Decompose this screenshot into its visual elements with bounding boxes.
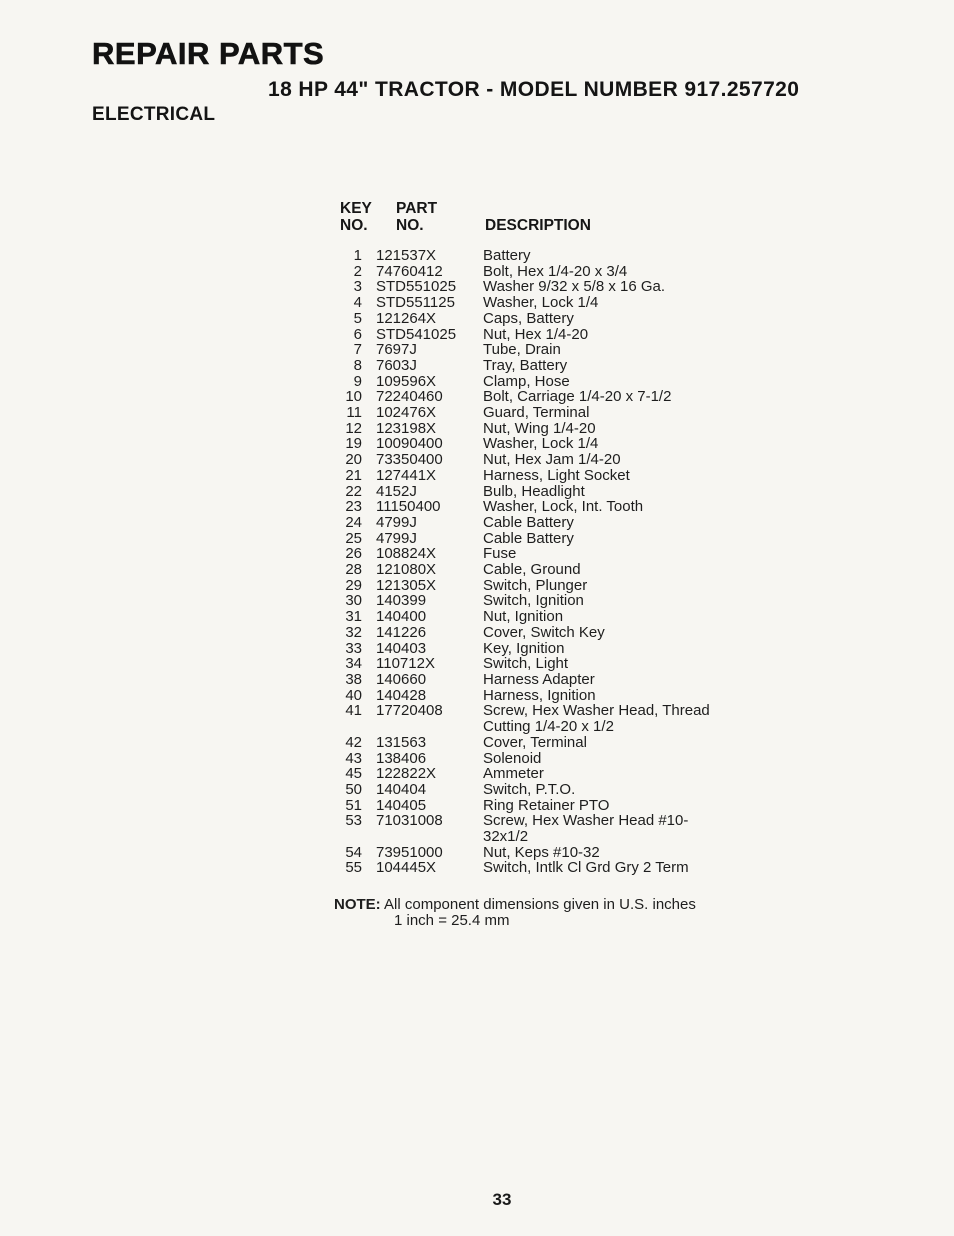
- part-number-cell: 10090400: [376, 435, 443, 453]
- table-row: [338, 436, 733, 452]
- part-number-cell: 127441X: [376, 466, 437, 484]
- key-cell: 21: [345, 466, 362, 484]
- part-number-cell: 74760412: [376, 262, 443, 280]
- part-number-cell: 138406: [376, 749, 427, 767]
- section-title: ELECTRICAL: [92, 104, 216, 125]
- key-cell: 8: [353, 356, 362, 374]
- description-cell: Bolt, Carriage 1/4-20 x 7-1/2: [483, 388, 672, 406]
- table-row: [338, 688, 733, 704]
- description-cell: Washer, Lock 1/4: [483, 435, 599, 453]
- description-cell: Cable, Ground: [483, 561, 581, 579]
- column-header-key-line1: KEY: [340, 200, 372, 217]
- description-cell: Washer, Lock 1/4: [483, 294, 599, 312]
- page-number: 33: [492, 1190, 512, 1209]
- part-number-cell: 17720408: [376, 702, 443, 720]
- description-cell: Washer 9/32 x 5/8 x 16 Ga.: [483, 278, 666, 296]
- key-cell: 53: [345, 812, 362, 830]
- description-cell: Fuse: [483, 545, 517, 563]
- note: [334, 897, 696, 928]
- description-cell: Nut, Wing 1/4-20: [483, 419, 596, 437]
- key-cell: 33: [345, 639, 362, 657]
- key-cell: 41: [345, 702, 362, 720]
- part-number-cell: 140399: [376, 592, 427, 610]
- table-row: [338, 672, 733, 688]
- description-cell: Ring Retainer PTO: [483, 796, 610, 814]
- part-number-cell: 11150400: [376, 498, 441, 516]
- column-header-key-no: [340, 200, 372, 234]
- table-row: [338, 656, 733, 672]
- part-number-cell: 140405: [376, 796, 427, 814]
- description-cell: Screw, Hex Washer Head, Thread Cutting 1/4-20 x 1/2: [483, 702, 710, 736]
- table-row: [338, 593, 733, 609]
- key-cell: 12: [345, 419, 362, 437]
- description-cell: Caps, Battery: [483, 309, 574, 327]
- key-cell: 51: [345, 796, 362, 814]
- part-number-cell: 141226: [376, 623, 427, 641]
- column-header-description: DESCRIPTION: [485, 217, 591, 234]
- table-row: [338, 845, 733, 861]
- key-cell: 9: [353, 372, 362, 390]
- part-number-cell: 102476X: [376, 404, 437, 422]
- key-cell: 5: [353, 309, 362, 327]
- description-cell: Harness, Ignition: [483, 686, 596, 704]
- key-cell: 31: [345, 608, 362, 626]
- description-cell: Screw, Hex Washer Head #10-32x1/2: [483, 812, 689, 846]
- table-row: [338, 452, 733, 468]
- table-row: [338, 499, 733, 515]
- description-cell: Tray, Battery: [483, 356, 568, 374]
- key-cell: 29: [345, 576, 362, 594]
- part-number-cell: 121264X: [376, 309, 437, 327]
- key-cell: 19: [345, 435, 362, 453]
- table-row: [338, 311, 733, 327]
- key-cell: 38: [345, 670, 362, 688]
- part-number-cell: 122822X: [376, 765, 437, 783]
- part-number-cell: STD551125: [376, 294, 455, 312]
- key-cell: 7: [353, 341, 362, 359]
- table-row: [338, 766, 733, 782]
- parts-table: [338, 248, 733, 876]
- part-number-cell: 7603J: [376, 356, 417, 374]
- description-cell: Tube, Drain: [483, 341, 561, 359]
- key-cell: 23: [345, 498, 362, 516]
- description-cell: Harness Adapter: [483, 670, 595, 688]
- description-cell: Switch, Plunger: [483, 576, 588, 594]
- table-row: [338, 703, 733, 734]
- part-number-cell: 140400: [376, 608, 427, 626]
- part-number-cell: 71031008: [376, 812, 443, 830]
- key-cell: 2: [353, 262, 362, 280]
- page-title: REPAIR PARTS: [92, 36, 325, 71]
- description-cell: Cable Battery: [483, 529, 574, 547]
- table-row: [338, 531, 733, 547]
- column-header-key-line2: NO.: [340, 217, 368, 234]
- table-row: [338, 248, 733, 264]
- description-cell: Bulb, Headlight: [483, 482, 585, 500]
- column-header-part-no: [396, 200, 437, 234]
- part-number-cell: 7697J: [376, 341, 417, 359]
- key-cell: 22: [345, 482, 362, 500]
- table-row: [338, 735, 733, 751]
- description-cell: Harness, Light Socket: [483, 466, 630, 484]
- part-number-cell: STD541025: [376, 325, 457, 343]
- part-number-cell: 140404: [376, 780, 427, 798]
- part-number-cell: 108824X: [376, 545, 437, 563]
- table-row: [338, 295, 733, 311]
- key-cell: 42: [345, 733, 362, 751]
- key-cell: 24: [345, 513, 362, 531]
- table-row: [338, 358, 733, 374]
- part-number-cell: 140428: [376, 686, 427, 704]
- part-number-cell: 123198X: [376, 419, 437, 437]
- table-row: [338, 813, 733, 844]
- table-row: [338, 609, 733, 625]
- description-cell: Solenoid: [483, 749, 542, 767]
- description-cell: Cable Battery: [483, 513, 574, 531]
- description-cell: Switch, Intlk Cl Grd Gry 2 Term: [483, 859, 689, 877]
- column-header-part-line1: PART: [396, 200, 438, 217]
- description-cell: Switch, P.T.O.: [483, 780, 576, 798]
- table-row: [338, 279, 733, 295]
- part-number-cell: 104445X: [376, 859, 437, 877]
- key-cell: 1: [353, 247, 362, 264]
- table-row: [338, 798, 733, 814]
- note-label: NOTE:: [334, 896, 381, 913]
- table-row: [338, 782, 733, 798]
- table-row: [338, 625, 733, 641]
- part-number-cell: 72240460: [376, 388, 443, 406]
- key-cell: 10: [345, 388, 362, 406]
- key-cell: 55: [345, 859, 362, 877]
- part-number-cell: 4152J: [376, 482, 417, 500]
- description-cell: Ammeter: [483, 765, 544, 783]
- part-number-cell: 73350400: [376, 451, 443, 469]
- key-cell: 28: [345, 561, 362, 579]
- key-cell: 6: [353, 325, 362, 343]
- table-row: [338, 484, 733, 500]
- description-cell: Nut, Ignition: [483, 608, 564, 626]
- table-row: [338, 515, 733, 531]
- table-row: [338, 264, 733, 280]
- note-line1: All component dimensions given in U.S. inches: [384, 896, 696, 913]
- table-row: [338, 374, 733, 390]
- column-header-part-line2: NO.: [396, 217, 424, 234]
- description-cell: Nut, Hex 1/4-20: [483, 325, 589, 343]
- part-number-cell: STD551025: [376, 278, 457, 296]
- table-row: [338, 562, 733, 578]
- table-row: [338, 546, 733, 562]
- table-row: [338, 578, 733, 594]
- key-cell: 26: [345, 545, 362, 563]
- part-number-cell: 121537X: [376, 247, 437, 264]
- key-cell: 40: [345, 686, 362, 704]
- key-cell: 20: [345, 451, 362, 469]
- description-cell: Switch, Light: [483, 655, 569, 673]
- model-title: 18 HP 44" TRACTOR - MODEL NUMBER 917.257720: [268, 78, 800, 101]
- description-cell: Battery: [483, 247, 531, 264]
- part-number-cell: 110712X: [376, 655, 435, 673]
- table-row: [338, 751, 733, 767]
- description-cell: Washer, Lock, Int. Tooth: [483, 498, 644, 516]
- description-cell: Bolt, Hex 1/4-20 x 3/4: [483, 262, 628, 280]
- table-row: [338, 421, 733, 437]
- table-row: [338, 342, 733, 358]
- description-cell: Cover, Switch Key: [483, 623, 605, 641]
- part-number-cell: 73951000: [376, 843, 443, 861]
- table-row: [338, 389, 733, 405]
- key-cell: 45: [345, 765, 362, 783]
- key-cell: 32: [345, 623, 362, 641]
- table-row: [338, 405, 733, 421]
- parts-table-body: [338, 248, 733, 876]
- part-number-cell: 121305X: [376, 576, 437, 594]
- key-cell: 50: [345, 780, 362, 798]
- description-cell: Key, Ignition: [483, 639, 565, 657]
- table-row: [338, 327, 733, 343]
- note-line2: 1 inch = 25.4 mm: [394, 911, 510, 929]
- part-number-cell: 140660: [376, 670, 427, 688]
- key-cell: 43: [345, 749, 362, 767]
- key-cell: 4: [353, 294, 362, 312]
- part-number-cell: 121080X: [376, 561, 437, 579]
- part-number-cell: 109596X: [376, 372, 437, 390]
- key-cell: 30: [345, 592, 362, 610]
- table-row: [338, 641, 733, 657]
- key-cell: 11: [346, 404, 362, 422]
- description-cell: Guard, Terminal: [483, 404, 590, 422]
- description-cell: Cover, Terminal: [483, 733, 587, 751]
- key-cell: 25: [345, 529, 362, 547]
- table-row: [338, 860, 733, 876]
- key-cell: 34: [345, 655, 362, 673]
- key-cell: 3: [353, 278, 362, 296]
- description-cell: Nut, Keps #10-32: [483, 843, 600, 861]
- description-cell: Clamp, Hose: [483, 372, 570, 390]
- part-number-cell: 140403: [376, 639, 427, 657]
- part-number-cell: 4799J: [376, 529, 417, 547]
- key-cell: 54: [345, 843, 362, 861]
- description-cell: Nut, Hex Jam 1/4-20: [483, 451, 621, 469]
- part-number-cell: 131563: [376, 733, 427, 751]
- table-row: [338, 468, 733, 484]
- description-cell: Switch, Ignition: [483, 592, 584, 610]
- part-number-cell: 4799J: [376, 513, 417, 531]
